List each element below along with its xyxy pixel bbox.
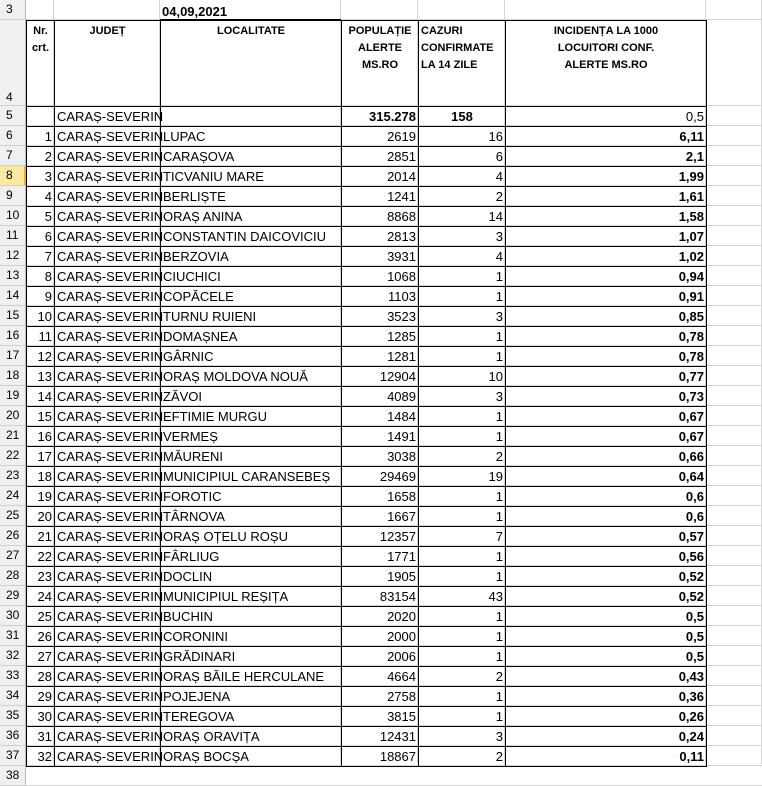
localitate-cell[interactable]: CARAȘOVA xyxy=(160,146,342,167)
judet-cell[interactable]: CARAȘ-SEVERIN xyxy=(54,126,161,147)
incidenta-cell[interactable]: 0,5 xyxy=(505,606,707,627)
row-header[interactable]: 26 xyxy=(0,526,26,546)
cazuri-cell[interactable]: 1 xyxy=(418,706,506,727)
header-localitate[interactable]: LOCALITATE xyxy=(160,20,342,107)
row-header[interactable]: 27 xyxy=(0,546,26,566)
nr-cell[interactable]: 23 xyxy=(26,566,55,587)
row-header[interactable]: 36 xyxy=(0,726,26,746)
row-header[interactable]: 37 xyxy=(0,746,26,766)
total-nr-cell[interactable] xyxy=(26,106,55,127)
judet-cell[interactable]: CARAȘ-SEVERIN xyxy=(54,466,161,487)
incidenta-cell[interactable]: 0,66 xyxy=(505,446,707,467)
populatie-cell[interactable]: 12904 xyxy=(341,366,419,387)
localitate-cell[interactable]: TURNU RUIENI xyxy=(160,306,342,327)
total-judet-cell[interactable]: CARAȘ-SEVERIN xyxy=(54,106,161,127)
row-header[interactable]: 35 xyxy=(0,706,26,726)
populatie-cell[interactable]: 1771 xyxy=(341,546,419,567)
incidenta-cell[interactable]: 0,5 xyxy=(505,646,707,667)
nr-cell[interactable]: 19 xyxy=(26,486,55,507)
populatie-cell[interactable]: 3931 xyxy=(341,246,419,267)
judet-cell[interactable]: CARAȘ-SEVERIN xyxy=(54,226,161,247)
header-cazuri[interactable]: CAZURI CONFIRMATE LA 14 ZILE xyxy=(418,20,506,107)
populatie-cell[interactable]: 1484 xyxy=(341,406,419,427)
nr-cell[interactable]: 8 xyxy=(26,266,55,287)
date-cell[interactable]: 04,09,2021 xyxy=(160,2,341,20)
row-header[interactable]: 4 xyxy=(0,20,26,106)
row-header[interactable]: 16 xyxy=(0,326,26,346)
populatie-cell[interactable]: 3038 xyxy=(341,446,419,467)
localitate-cell[interactable]: COPĂCELE xyxy=(160,286,342,307)
populatie-cell[interactable]: 4664 xyxy=(341,666,419,687)
cazuri-cell[interactable]: 1 xyxy=(418,546,506,567)
incidenta-cell[interactable]: 1,61 xyxy=(505,186,707,207)
localitate-cell[interactable]: MUNICIPIUL REȘIȚA xyxy=(160,586,342,607)
cazuri-cell[interactable]: 1 xyxy=(418,266,506,287)
incidenta-cell[interactable]: 0,77 xyxy=(505,366,707,387)
row-header[interactable]: 15 xyxy=(0,306,26,326)
incidenta-cell[interactable]: 0,78 xyxy=(505,326,707,347)
row-header[interactable]: 9 xyxy=(0,186,26,206)
localitate-cell[interactable]: ZĂVOI xyxy=(160,386,342,407)
incidenta-cell[interactable]: 0,5 xyxy=(505,626,707,647)
cazuri-cell[interactable]: 43 xyxy=(418,586,506,607)
incidenta-cell[interactable]: 6,11 xyxy=(505,126,707,147)
row-header[interactable]: 28 xyxy=(0,566,26,586)
cazuri-cell[interactable]: 1 xyxy=(418,506,506,527)
populatie-cell[interactable]: 4089 xyxy=(341,386,419,407)
localitate-cell[interactable]: TEREGOVA xyxy=(160,706,342,727)
incidenta-cell[interactable]: 0,91 xyxy=(505,286,707,307)
localitate-cell[interactable]: ORAȘ MOLDOVA NOUĂ xyxy=(160,366,342,387)
populatie-cell[interactable]: 2851 xyxy=(341,146,419,167)
populatie-cell[interactable]: 1103 xyxy=(341,286,419,307)
incidenta-cell[interactable]: 0,78 xyxy=(505,346,707,367)
row-header[interactable]: 29 xyxy=(0,586,26,606)
row-header[interactable]: 21 xyxy=(0,426,26,446)
incidenta-cell[interactable]: 0,24 xyxy=(505,726,707,747)
cazuri-cell[interactable]: 1 xyxy=(418,406,506,427)
row-header[interactable]: 3 xyxy=(0,0,26,20)
localitate-cell[interactable]: ORAȘ ORAVIȚA xyxy=(160,726,342,747)
total-incidenta-cell[interactable]: 0,5 xyxy=(505,106,707,127)
row-header[interactable]: 19 xyxy=(0,386,26,406)
nr-cell[interactable]: 11 xyxy=(26,326,55,347)
cazuri-cell[interactable]: 19 xyxy=(418,466,506,487)
judet-cell[interactable]: CARAȘ-SEVERIN xyxy=(54,506,161,527)
incidenta-cell[interactable]: 0,85 xyxy=(505,306,707,327)
cazuri-cell[interactable]: 3 xyxy=(418,226,506,247)
judet-cell[interactable]: CARAȘ-SEVERIN xyxy=(54,606,161,627)
localitate-cell[interactable]: GÂRNIC xyxy=(160,346,342,367)
incidenta-cell[interactable]: 0,36 xyxy=(505,686,707,707)
incidenta-cell[interactable]: 0,57 xyxy=(505,526,707,547)
judet-cell[interactable]: CARAȘ-SEVERIN xyxy=(54,206,161,227)
populatie-cell[interactable]: 83154 xyxy=(341,586,419,607)
nr-cell[interactable]: 3 xyxy=(26,166,55,187)
localitate-cell[interactable]: TICVANIU MARE xyxy=(160,166,342,187)
nr-cell[interactable]: 27 xyxy=(26,646,55,667)
row-header[interactable]: 22 xyxy=(0,446,26,466)
localitate-cell[interactable]: POJEJENA xyxy=(160,686,342,707)
incidenta-cell[interactable]: 0,43 xyxy=(505,666,707,687)
judet-cell[interactable]: CARAȘ-SEVERIN xyxy=(54,326,161,347)
cazuri-cell[interactable]: 6 xyxy=(418,146,506,167)
nr-cell[interactable]: 15 xyxy=(26,406,55,427)
cazuri-cell[interactable]: 1 xyxy=(418,566,506,587)
header-nr[interactable]: Nr. crt. xyxy=(26,20,55,107)
row-header[interactable]: 38 xyxy=(0,766,26,786)
populatie-cell[interactable]: 8868 xyxy=(341,206,419,227)
incidenta-cell[interactable]: 0,52 xyxy=(505,586,707,607)
localitate-cell[interactable]: ORAȘ BOCȘA xyxy=(160,746,342,767)
cazuri-cell[interactable]: 3 xyxy=(418,386,506,407)
header-judet[interactable]: JUDEȚ xyxy=(54,20,161,107)
judet-cell[interactable]: CARAȘ-SEVERIN xyxy=(54,706,161,727)
cazuri-cell[interactable]: 1 xyxy=(418,486,506,507)
row-header[interactable]: 24 xyxy=(0,486,26,506)
localitate-cell[interactable]: CIUCHICI xyxy=(160,266,342,287)
populatie-cell[interactable]: 1905 xyxy=(341,566,419,587)
incidenta-cell[interactable]: 0,6 xyxy=(505,486,707,507)
row-header[interactable]: 5 xyxy=(0,106,26,126)
populatie-cell[interactable]: 1667 xyxy=(341,506,419,527)
judet-cell[interactable]: CARAȘ-SEVERIN xyxy=(54,746,161,767)
header-incidenta[interactable]: INCIDENȚA LA 1000 LOCUITORI CONF. ALERTE MS.RO xyxy=(505,20,707,107)
cazuri-cell[interactable]: 1 xyxy=(418,626,506,647)
nr-cell[interactable]: 2 xyxy=(26,146,55,167)
cazuri-cell[interactable]: 2 xyxy=(418,666,506,687)
nr-cell[interactable]: 7 xyxy=(26,246,55,267)
row-header[interactable]: 17 xyxy=(0,346,26,366)
incidenta-cell[interactable]: 1,07 xyxy=(505,226,707,247)
nr-cell[interactable]: 18 xyxy=(26,466,55,487)
judet-cell[interactable]: CARAȘ-SEVERIN xyxy=(54,686,161,707)
judet-cell[interactable]: CARAȘ-SEVERIN xyxy=(54,266,161,287)
nr-cell[interactable]: 28 xyxy=(26,666,55,687)
populatie-cell[interactable]: 2758 xyxy=(341,686,419,707)
localitate-cell[interactable]: GRĂDINARI xyxy=(160,646,342,667)
cazuri-cell[interactable]: 1 xyxy=(418,606,506,627)
populatie-cell[interactable]: 2020 xyxy=(341,606,419,627)
cazuri-cell[interactable]: 1 xyxy=(418,286,506,307)
cazuri-cell[interactable]: 4 xyxy=(418,246,506,267)
nr-cell[interactable]: 20 xyxy=(26,506,55,527)
nr-cell[interactable]: 21 xyxy=(26,526,55,547)
incidenta-cell[interactable]: 0,52 xyxy=(505,566,707,587)
localitate-cell[interactable]: FÂRLIUG xyxy=(160,546,342,567)
populatie-cell[interactable]: 12431 xyxy=(341,726,419,747)
judet-cell[interactable]: CARAȘ-SEVERIN xyxy=(54,646,161,667)
populatie-cell[interactable]: 29469 xyxy=(341,466,419,487)
row-header[interactable]: 23 xyxy=(0,466,26,486)
localitate-cell[interactable]: MUNICIPIUL CARANSEBEȘ xyxy=(160,466,342,487)
incidenta-cell[interactable]: 0,73 xyxy=(505,386,707,407)
nr-cell[interactable]: 32 xyxy=(26,746,55,767)
cazuri-cell[interactable]: 7 xyxy=(418,526,506,547)
localitate-cell[interactable]: VERMEȘ xyxy=(160,426,342,447)
nr-cell[interactable]: 6 xyxy=(26,226,55,247)
localitate-cell[interactable]: CONSTANTIN DAICOVICIU xyxy=(160,226,342,247)
localitate-cell[interactable]: BERLIȘTE xyxy=(160,186,342,207)
nr-cell[interactable]: 10 xyxy=(26,306,55,327)
nr-cell[interactable]: 1 xyxy=(26,126,55,147)
populatie-cell[interactable]: 18867 xyxy=(341,746,419,767)
row-header[interactable]: 12 xyxy=(0,246,26,266)
localitate-cell[interactable]: CORONINI xyxy=(160,626,342,647)
localitate-cell[interactable]: ORAȘ OȚELU ROȘU xyxy=(160,526,342,547)
judet-cell[interactable]: CARAȘ-SEVERIN xyxy=(54,426,161,447)
nr-cell[interactable]: 5 xyxy=(26,206,55,227)
nr-cell[interactable]: 25 xyxy=(26,606,55,627)
row-header[interactable]: 31 xyxy=(0,626,26,646)
total-populatie-cell[interactable]: 315.278 xyxy=(341,106,419,127)
incidenta-cell[interactable]: 1,02 xyxy=(505,246,707,267)
cazuri-cell[interactable]: 3 xyxy=(418,726,506,747)
nr-cell[interactable]: 30 xyxy=(26,706,55,727)
populatie-cell[interactable]: 2006 xyxy=(341,646,419,667)
nr-cell[interactable]: 24 xyxy=(26,586,55,607)
judet-cell[interactable]: CARAȘ-SEVERIN xyxy=(54,726,161,747)
judet-cell[interactable]: CARAȘ-SEVERIN xyxy=(54,666,161,687)
cazuri-cell[interactable]: 10 xyxy=(418,366,506,387)
judet-cell[interactable]: CARAȘ-SEVERIN xyxy=(54,446,161,467)
judet-cell[interactable]: CARAȘ-SEVERIN xyxy=(54,586,161,607)
cazuri-cell[interactable]: 1 xyxy=(418,646,506,667)
populatie-cell[interactable]: 1281 xyxy=(341,346,419,367)
nr-cell[interactable]: 22 xyxy=(26,546,55,567)
localitate-cell[interactable]: MĂURENI xyxy=(160,446,342,467)
judet-cell[interactable]: CARAȘ-SEVERIN xyxy=(54,306,161,327)
incidenta-cell[interactable]: 0,67 xyxy=(505,406,707,427)
judet-cell[interactable]: CARAȘ-SEVERIN xyxy=(54,166,161,187)
localitate-cell[interactable]: TÂRNOVA xyxy=(160,506,342,527)
populatie-cell[interactable]: 2000 xyxy=(341,626,419,647)
incidenta-cell[interactable]: 0,6 xyxy=(505,506,707,527)
cazuri-cell[interactable]: 2 xyxy=(418,186,506,207)
row-header[interactable]: 33 xyxy=(0,666,26,686)
row-header[interactable]: 20 xyxy=(0,406,26,426)
judet-cell[interactable]: CARAȘ-SEVERIN xyxy=(54,406,161,427)
localitate-cell[interactable]: DOMAȘNEA xyxy=(160,326,342,347)
judet-cell[interactable]: CARAȘ-SEVERIN xyxy=(54,526,161,547)
row-header[interactable]: 8 xyxy=(0,166,26,186)
row-header[interactable]: 10 xyxy=(0,206,26,226)
cazuri-cell[interactable]: 2 xyxy=(418,446,506,467)
row-header[interactable]: 11 xyxy=(0,226,26,246)
cazuri-cell[interactable]: 16 xyxy=(418,126,506,147)
localitate-cell[interactable]: ORAȘ BĂILE HERCULANE xyxy=(160,666,342,687)
localitate-cell[interactable]: FOROTIC xyxy=(160,486,342,507)
row-header[interactable]: 32 xyxy=(0,646,26,666)
localitate-cell[interactable]: BUCHIN xyxy=(160,606,342,627)
populatie-cell[interactable]: 2813 xyxy=(341,226,419,247)
incidenta-cell[interactable]: 0,26 xyxy=(505,706,707,727)
judet-cell[interactable]: CARAȘ-SEVERIN xyxy=(54,366,161,387)
nr-cell[interactable]: 17 xyxy=(26,446,55,467)
nr-cell[interactable]: 9 xyxy=(26,286,55,307)
populatie-cell[interactable]: 2014 xyxy=(341,166,419,187)
cazuri-cell[interactable]: 3 xyxy=(418,306,506,327)
incidenta-cell[interactable]: 0,56 xyxy=(505,546,707,567)
nr-cell[interactable]: 12 xyxy=(26,346,55,367)
localitate-cell[interactable]: LUPAC xyxy=(160,126,342,147)
incidenta-cell[interactable]: 0,94 xyxy=(505,266,707,287)
cazuri-cell[interactable]: 1 xyxy=(418,346,506,367)
cazuri-cell[interactable]: 4 xyxy=(418,166,506,187)
judet-cell[interactable]: CARAȘ-SEVERIN xyxy=(54,566,161,587)
cazuri-cell[interactable]: 1 xyxy=(418,686,506,707)
incidenta-cell[interactable]: 0,11 xyxy=(505,746,707,767)
judet-cell[interactable]: CARAȘ-SEVERIN xyxy=(54,146,161,167)
nr-cell[interactable]: 14 xyxy=(26,386,55,407)
judet-cell[interactable]: CARAȘ-SEVERIN xyxy=(54,486,161,507)
cazuri-cell[interactable]: 2 xyxy=(418,746,506,767)
row-header[interactable]: 25 xyxy=(0,506,26,526)
row-header[interactable]: 18 xyxy=(0,366,26,386)
judet-cell[interactable]: CARAȘ-SEVERIN xyxy=(54,386,161,407)
localitate-cell[interactable]: BERZOVIA xyxy=(160,246,342,267)
localitate-cell[interactable]: ORAȘ ANINA xyxy=(160,206,342,227)
judet-cell[interactable]: CARAȘ-SEVERIN xyxy=(54,286,161,307)
judet-cell[interactable]: CARAȘ-SEVERIN xyxy=(54,546,161,567)
incidenta-cell[interactable]: 0,67 xyxy=(505,426,707,447)
row-header[interactable]: 7 xyxy=(0,146,26,166)
populatie-cell[interactable]: 1491 xyxy=(341,426,419,447)
nr-cell[interactable]: 13 xyxy=(26,366,55,387)
total-cazuri-cell[interactable]: 158 xyxy=(418,106,506,127)
populatie-cell[interactable]: 1658 xyxy=(341,486,419,507)
nr-cell[interactable]: 16 xyxy=(26,426,55,447)
populatie-cell[interactable]: 12357 xyxy=(341,526,419,547)
localitate-cell[interactable]: EFTIMIE MURGU xyxy=(160,406,342,427)
total-localitate-cell[interactable] xyxy=(160,106,342,127)
localitate-cell[interactable]: DOCLIN xyxy=(160,566,342,587)
incidenta-cell[interactable]: 2,1 xyxy=(505,146,707,167)
judet-cell[interactable]: CARAȘ-SEVERIN xyxy=(54,246,161,267)
row-header[interactable]: 30 xyxy=(0,606,26,626)
header-populatie[interactable]: POPULAȚIE ALERTE MS.RO xyxy=(341,20,419,107)
incidenta-cell[interactable]: 1,99 xyxy=(505,166,707,187)
populatie-cell[interactable]: 1241 xyxy=(341,186,419,207)
nr-cell[interactable]: 29 xyxy=(26,686,55,707)
cazuri-cell[interactable]: 14 xyxy=(418,206,506,227)
row-header[interactable]: 14 xyxy=(0,286,26,306)
row-header[interactable]: 34 xyxy=(0,686,26,706)
populatie-cell[interactable]: 2619 xyxy=(341,126,419,147)
incidenta-cell[interactable]: 1,58 xyxy=(505,206,707,227)
populatie-cell[interactable]: 3523 xyxy=(341,306,419,327)
populatie-cell[interactable]: 1285 xyxy=(341,326,419,347)
populatie-cell[interactable]: 3815 xyxy=(341,706,419,727)
judet-cell[interactable]: CARAȘ-SEVERIN xyxy=(54,186,161,207)
nr-cell[interactable]: 26 xyxy=(26,626,55,647)
row-header[interactable]: 13 xyxy=(0,266,26,286)
incidenta-cell[interactable]: 0,64 xyxy=(505,466,707,487)
judet-cell[interactable]: CARAȘ-SEVERIN xyxy=(54,346,161,367)
nr-cell[interactable]: 4 xyxy=(26,186,55,207)
populatie-cell[interactable]: 1068 xyxy=(341,266,419,287)
nr-cell[interactable]: 31 xyxy=(26,726,55,747)
judet-cell[interactable]: CARAȘ-SEVERIN xyxy=(54,626,161,647)
cazuri-cell[interactable]: 1 xyxy=(418,326,506,347)
cazuri-cell[interactable]: 1 xyxy=(418,426,506,447)
row-header[interactable]: 6 xyxy=(0,126,26,146)
